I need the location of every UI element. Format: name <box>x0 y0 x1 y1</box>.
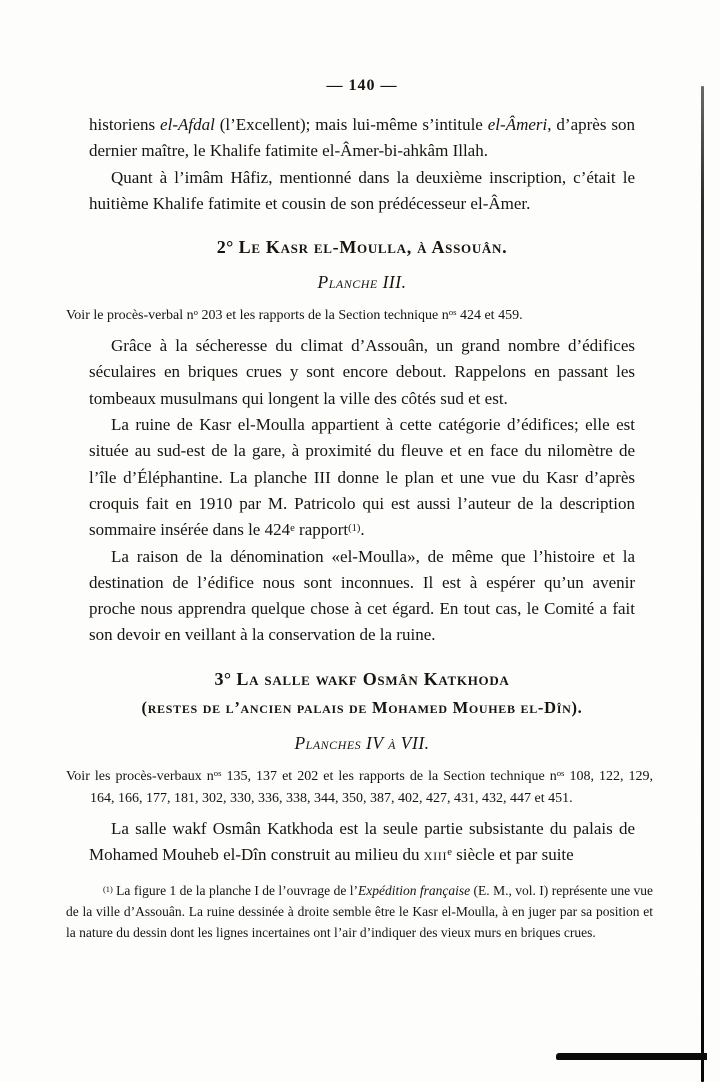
section3-heading-line1: 3° La salle wakf Osmân Katkhoda <box>214 668 510 689</box>
para-raison-denomination: La raison de la dénomination «el-Moulla», de même que l’histoire et la destination de l’édifice nous sont inconnues. Il est à espérer qu’un avenir proche nous apprendra quelque chose à cet égard. En tout cas, le Comité a fait son devoir en veillant à la conservation de la ruine. <box>89 546 635 645</box>
para-imam-hafiz: Quant à l’imâm Hâfiz, mentionné dans la deuxième inscription, c’était le huitième Khalife fatimite et cousin de son prédécesseur el-Âmer. <box>89 167 635 213</box>
section2-plate-heading: Planche III. <box>317 272 407 293</box>
para-historiens-el-afdal: historiens el-Afdal (l’Excellent); mais lui-même s’intitule el-Âmeri, d’après son dernier maître, le Khalife fatimite el-Âmer-bi-ahkâm Illah. <box>89 115 635 161</box>
scan-edge-bottom <box>556 1053 707 1060</box>
scan-edge-right <box>701 86 704 1082</box>
page-number: — 140 — <box>326 77 398 94</box>
section3-heading-line2: (restes de l’ancien palais de Mohamed Mouheb el-Dîn). <box>141 697 583 717</box>
section2-reference-note: Voir le procès-verbal $n^o$ 203 et les rapports de la Section technique $n^{os}$ 424 et 459. <box>66 307 523 324</box>
section2-heading: 2° Le Kasr el-Moulla, à Assouân. <box>216 237 508 258</box>
section3-plate-heading: Planches IV à VII. <box>294 732 430 753</box>
para-ruine-kasr: La ruine de Kasr el-Moulla appartient à cette catégorie d’édifices; elle est située au sud-est de la gare, à proximité du fleuve et en face du nilomètre de l’île d’Éléphantine. La planche III donne le plan et une vue du Kasr d’après croquis fait en 1910 par M. Patricolo qui est aussi l’auteur de la description sommaire insérée dans le 424e rapport$^{(1)}$. <box>89 415 635 540</box>
para-salle-wakf: La salle wakf Osmân Katkhoda est la seule partie subsistante du palais de Mohamed Mouheb el-Dîn construit au milieu du xiii$^e$ siècle et par suite <box>89 818 635 865</box>
section3-reference-note: Voir les procès-verbaux $n^{os}$ 135, 137 et 202 et les rapports de la Section technique $n^{os}$ 108, 122, 129, 164, 166, 177, 181, 302, 330, 336, 338, 344, 350, 387, 402, 427, 431, 432, 447 et 451. <box>66 767 654 806</box>
text-column <box>66 76 654 944</box>
para-secheresse: Grâce à la sécheresse du climat d’Assouân, un grand nombre d’édifices séculaires en briques crues y sont encore debout. Rappelons en passant les tombeaux musulmans qui longent la ville des côtés sud et est. <box>89 336 635 408</box>
footnote-1: $^{(1)}$ La figure 1 de la planche I de l’ouvrage de l’Expédition française (E. M., vol. I) représente une vue de la ville d’Assouân. La ruine dessinée à droite semble être le Kasr el-Moulla, à en juger par sa position et la nature du dessin dont les lignes incertaines ont l’air d’indiquer des vieux murs en briques crues. <box>66 883 653 940</box>
